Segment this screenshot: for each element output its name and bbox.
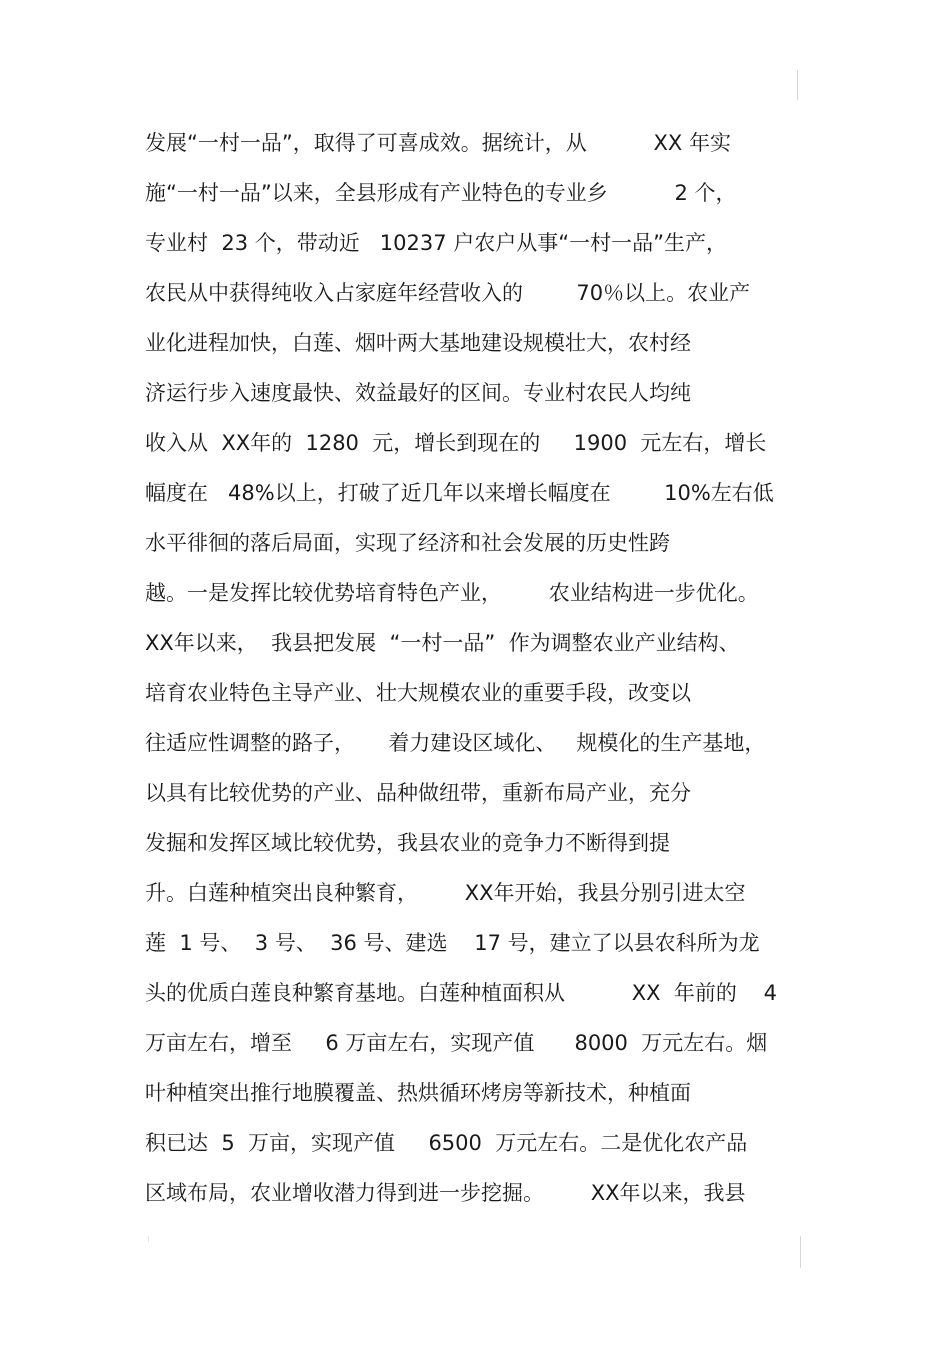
text-line: 积已达 5 万亩，实现产值 6500 万元左右。二是优化农产品: [145, 1131, 748, 1155]
text-line: XX年以来， 我县把发展 “一村一品” 作为调整农业产业结构、: [145, 631, 740, 655]
text-line: 以具有比较优势的产业、品种做纽带，重新布局产业，充分: [145, 781, 691, 805]
text-line: 发展“一村一品”，取得了可喜成效。据统计，从 XX 年实: [145, 131, 731, 155]
text-line: 济运行步入速度最快、效益最好的区间。专业村农民人均纯: [145, 381, 691, 405]
text-line: 往适应性调整的路子， 着力建设区域化、 规模化的生产基地，: [145, 731, 766, 755]
text-line: 莲 1 号、 3 号、 36 号、建选 17 号，建立了以县农科所为龙: [145, 931, 760, 955]
text-line: 农民从中获得纯收入占家庭年经营收入的 70％以上。农业产: [145, 281, 751, 305]
text-line: 越。一是发挥比较优势培育特色产业， 农业结构进一步优化。: [145, 581, 759, 605]
text-line: 叶种植突出推行地膜覆盖、热烘循环烤房等新技术，种植面: [145, 1081, 691, 1105]
text-line: 业化进程加快，白莲、烟叶两大基地建设规模壮大，农村经: [145, 331, 691, 355]
text-line: 头的优质白莲良种繁育基地。白莲种植面积从 XX 年前的 4: [145, 981, 777, 1005]
text-line: 培育农业特色主导产业、壮大规模农业的重要手段，改变以: [145, 681, 691, 705]
text-line: 发掘和发挥区域比较优势，我县农业的竞争力不断得到提: [145, 831, 670, 855]
text-line: 万亩左右，增至 6 万亩左右，实现产值 8000 万元左右。烟: [145, 1031, 768, 1055]
body-paragraph: [145, 118, 815, 1218]
page-corner-mark: [797, 70, 798, 100]
text-line: 专业村 23 个，带动近 10237 户农户从事“一村一品”生产，: [145, 231, 728, 255]
text-line: 升。白莲种植突出良种繁育， XX年开始，我县分别引进太空: [145, 881, 746, 905]
text-line: 幅度在 48%以上，打破了近几年以来增长幅度在 10%左右低: [145, 481, 774, 505]
page-corner-mark: [800, 1236, 801, 1268]
text-line: 收入从 XX年的 1280 元，增长到现在的 1900 元左右，增长: [145, 431, 767, 455]
text-line: 水平徘徊的落后局面，实现了经济和社会发展的历史性跨: [145, 531, 670, 555]
page-corner-mark: [148, 1236, 149, 1242]
text-line: 施“一村一品”以来，全县形成有产业特色的专业乡 2 个，: [145, 181, 737, 205]
text-line: 区域布局，农业增收潜力得到进一步挖掘。 XX年以来，我县: [145, 1181, 746, 1205]
